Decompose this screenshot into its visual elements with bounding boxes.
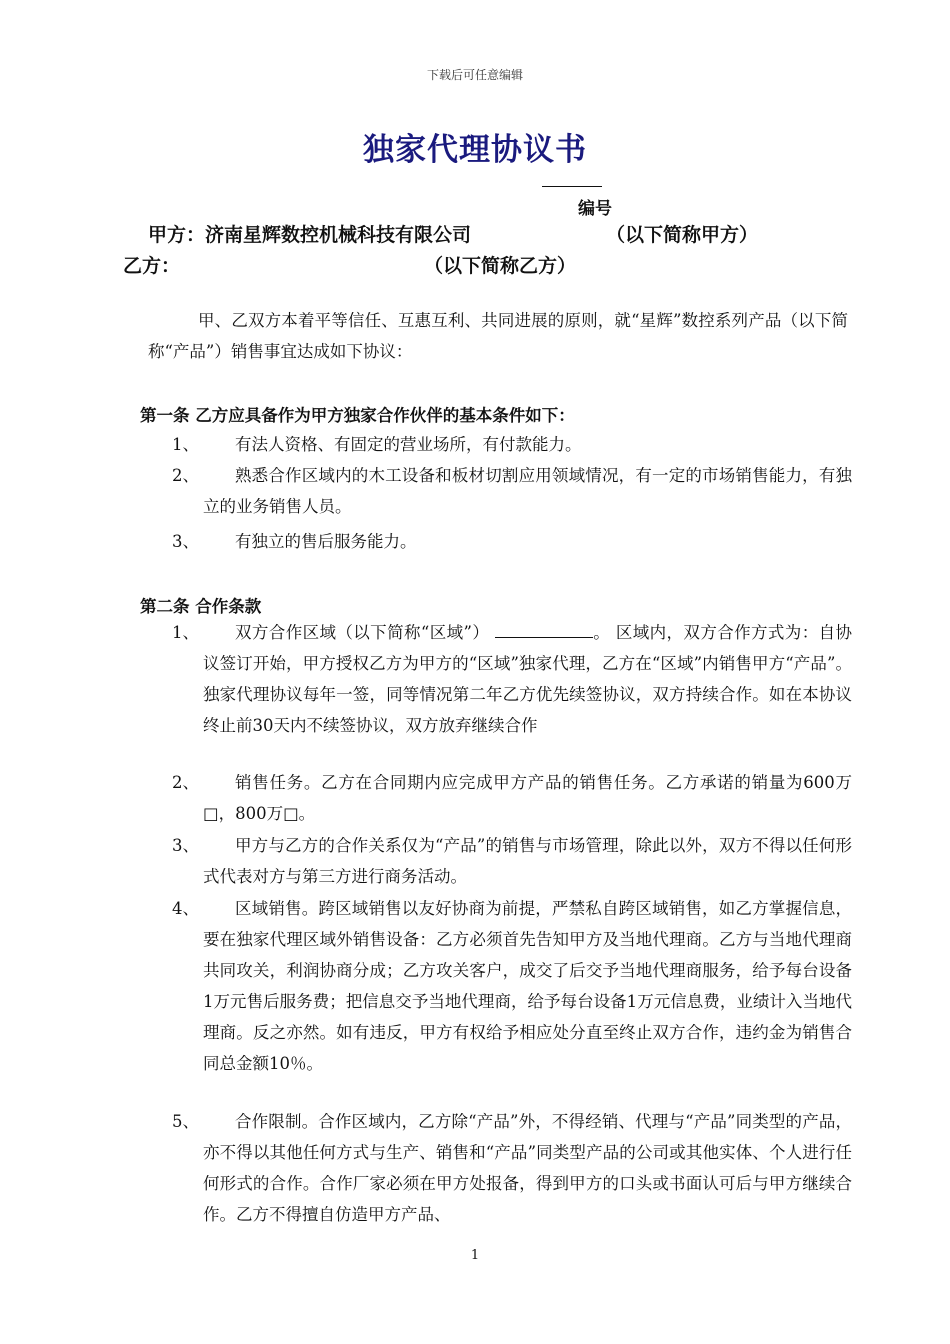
party-b-suffix: （以下简称乙方）: [424, 255, 577, 277]
article2-item: [172, 767, 852, 829]
item-text: [203, 617, 852, 741]
article1-item: [172, 429, 852, 460]
item-text: 有独立的售后服务能力。: [235, 532, 417, 551]
article2-item: [172, 617, 852, 741]
item-number: 3、: [172, 532, 199, 551]
intro-paragraph: 甲、乙双方本着平等信任、互惠互利、共同进展的原则，就“星辉”数控系列产品（以下简称“产品”）销售事宜达成如下协议：: [148, 311, 848, 361]
number-blank-line: [542, 186, 602, 187]
item-number: 1、: [172, 435, 199, 454]
item-text: 熟悉合作区域内的木工设备和板材切割应用领域情况，有一定的市场销售能力，有独立的业务销售人员。: [203, 466, 852, 516]
article1-item: [172, 460, 852, 522]
party-b-label: 乙方：: [123, 255, 181, 277]
item-text-before: 双方合作区域（以下简称“区域”）: [235, 623, 490, 642]
item-text-after: 。 区域内，双方合作方式为：自协议签订开始，甲方授权乙方为甲方的“区域”独家代理，乙方在“区域”内销售甲方“产品”。独家代理协议每年一签，同等情况第二年乙方优先续签协议，双方持续合作。如在本协议终止前30天内不续签协议，双方放弃继续合作: [203, 623, 852, 735]
item-text: 销售任务。乙方在合同期内应完成甲方产品的销售任务。乙方承诺的销量为600万□，800万□。: [203, 773, 852, 823]
number-label: 编号: [578, 199, 612, 219]
item-number: 4、: [172, 899, 199, 918]
article2-item: [172, 893, 852, 1079]
item-number: 1、: [172, 623, 199, 642]
article1-heading: 第一条 乙方应具备作为甲方独家合作伙伴的基本条件如下：: [140, 406, 575, 425]
document-title: 独家代理协议书: [363, 132, 587, 168]
item-text: 区域销售。跨区域销售以友好协商为前提，严禁私自跨区域销售，如乙方掌握信息，要在独家代理区域外销售设备：乙方必须首先告知甲方及当地代理商。乙方与当地代理商共同攻关，利润协商分成；乙方攻关客户，成交了后交予当地代理商服务，给予每台设备1万元售后服务费；把信息交予当地代理商，给予每台设备1万元信息费，业绩计入当地代理商。反之亦然。如有违反，甲方有权给予相应处分直至终止双方合作，违约金为销售合同总金额10％。: [203, 899, 852, 1073]
party-a-suffix: （以下简称甲方）: [606, 224, 759, 246]
item-text: 有法人资格、有固定的营业场所，有付款能力。: [235, 435, 582, 454]
party-a-label: 甲方：济南星辉数控机械科技有限公司: [148, 224, 472, 246]
item-text: 合作限制。合作区域内，乙方除“产品”外，不得经销、代理与“产品”同类型的产品，亦不得以其他任何方式与生产、销售和“产品”同类型产品的公司或其他实体、个人进行任何形式的合作。合作厂家必须在甲方处报备，得到甲方的口头或书面认可后与甲方继续合作。乙方不得擅自仿造甲方产品、: [203, 1112, 852, 1224]
item-text: 甲方与乙方的合作关系仅为“产品”的销售与市场管理，除此以外，双方不得以任何形式代表对方与第三方进行商务活动。: [203, 836, 852, 886]
item-number: 2、: [172, 773, 199, 792]
page-number: 1: [470, 1248, 480, 1263]
article2-item: [172, 830, 852, 892]
article1-item: [172, 526, 852, 557]
item-number: 5、: [172, 1112, 199, 1131]
article2-heading: 第二条 合作条款: [140, 597, 262, 616]
item-number: 2、: [172, 466, 199, 485]
region-blank: [495, 619, 593, 638]
header-note: 下载后可任意编辑: [426, 68, 523, 82]
article2-item: [172, 1106, 852, 1230]
item-number: 3、: [172, 836, 199, 855]
